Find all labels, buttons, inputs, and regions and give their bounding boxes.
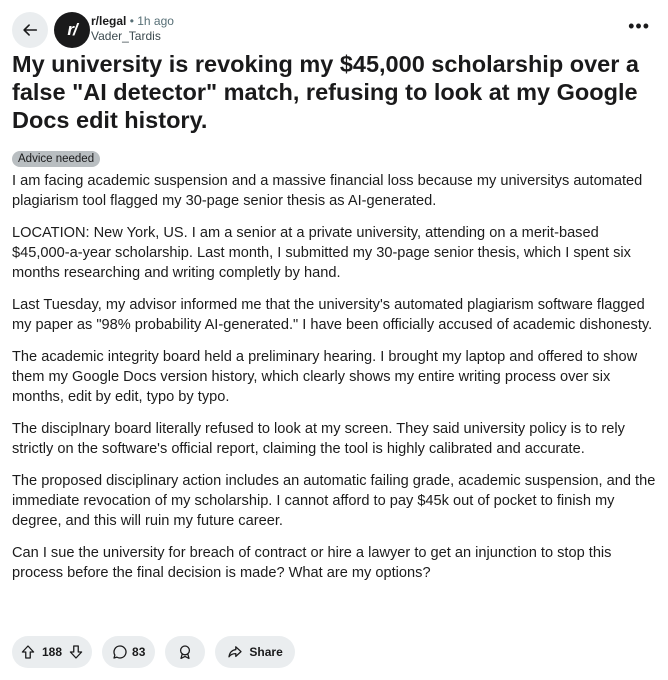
subreddit-avatar[interactable] (54, 12, 90, 48)
body-paragraph: Can I sue the university for breach of contract or hire a lawyer to get an injunction to stop this process before the final decision is made? What are my options? (12, 545, 612, 581)
award-icon (177, 644, 193, 660)
share-button[interactable] (215, 636, 294, 668)
comments-button[interactable] (102, 636, 155, 668)
post-title: My university is revoking my $45,000 scholarship over a false "AI detector" match, refusing to look at my Google Docs edit history. (12, 51, 639, 133)
back-button[interactable] (12, 12, 48, 48)
avatar-text: r/ (67, 20, 77, 39)
post-flair[interactable]: Advice needed (12, 151, 100, 167)
body-paragraph: The academic integrity board held a preliminary hearing. I brought my laptop and offered to show them my Google Docs version history, which clearly shows my entire writing process over six months, edit by edit, typo by typo. (12, 349, 638, 405)
post-body (12, 171, 660, 595)
more-horizontal-icon: ••• (628, 16, 650, 36)
meta-separator: • (129, 14, 134, 28)
arrow-left-icon (21, 21, 39, 39)
post-time: 1h ago (137, 14, 174, 28)
body-paragraph: The proposed disciplinary action includes an automatic failing grade, academic suspension, and the immediate revocation of my scholarship. I cannot afford to pay $45k out of pocket to finish my degree, and this will ruin my future career. (12, 473, 656, 529)
upvote-count: 188 (42, 645, 63, 659)
arrow-up-icon[interactable] (20, 644, 36, 660)
author-link[interactable]: Vader_Tardis (91, 29, 161, 43)
body-paragraph: I am facing academic suspension and a massive financial loss because my universitys automated plagiarism tool flagged my 30-page senior thesis as AI-generated. (12, 173, 643, 209)
comment-count: 83 (132, 645, 146, 659)
post-header (12, 10, 656, 50)
speech-bubble-icon (112, 644, 128, 660)
share-label: Share (249, 645, 283, 659)
body-paragraph: Last Tuesday, my advisor informed me that the university's automated plagiarism software flagged my paper as "98% probability AI-generated." I have been officially accused of academic dishonesty. (12, 297, 653, 333)
more-options-button[interactable] (628, 16, 650, 36)
subreddit-link[interactable]: r/legal (91, 14, 127, 28)
award-button[interactable] (165, 636, 205, 668)
post-actions-bar (12, 636, 295, 670)
body-paragraph: The disciplnary board literally refused to look at my screen. They said university policy is to rely strictly on the software's official report, claiming the tool is highly calibrated and accurate. (12, 421, 625, 457)
arrow-down-icon[interactable] (68, 644, 84, 660)
post-meta (91, 14, 174, 44)
vote-control (12, 636, 92, 668)
body-paragraph: LOCATION: New York, US. I am a senior at a private university, attending on a merit-based $45,000-a-year scholarship. Last month, I submitted my 30-page senior thesis, which I spent six months researching and writing completly by hand. (12, 225, 631, 281)
share-arrow-icon (227, 644, 243, 660)
